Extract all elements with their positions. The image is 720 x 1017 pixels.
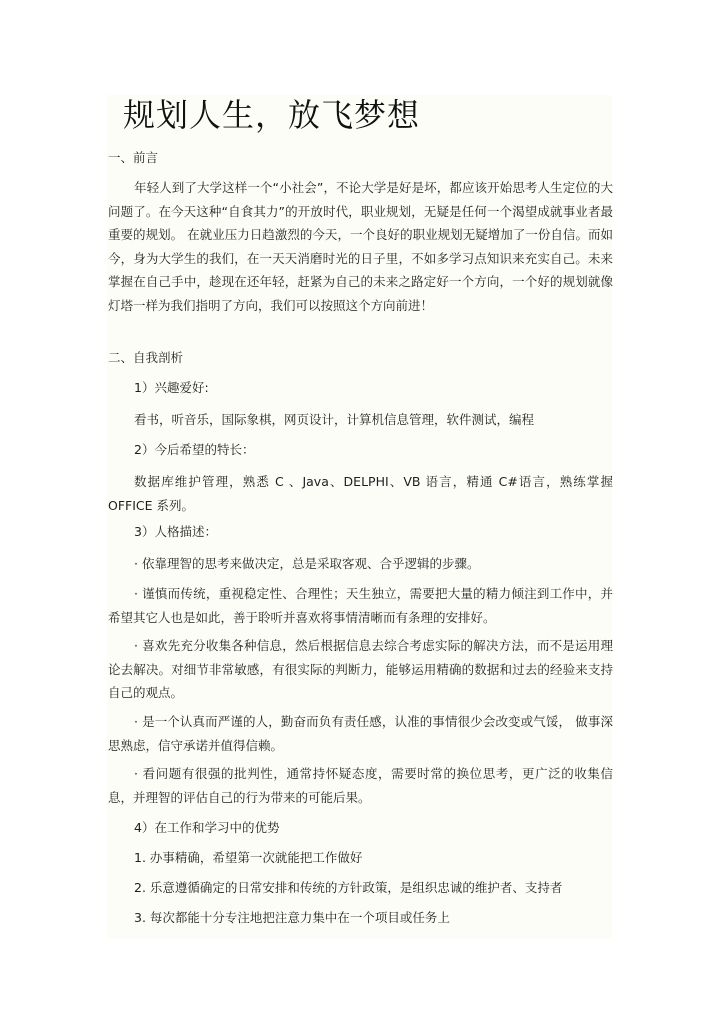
personality-bullet: · 喜欢先充分收集各种信息，然后根据信息去综合考虑实际的解决方法，而不是运用理论去解决。对细节非常敏感，有很实际的判断力，能够运用精确的数据和过去的经验来支持自己的观点。 — [108, 638, 613, 700]
subsection-heading-interests: 1）兴趣爱好: — [134, 380, 209, 395]
document-title: 规划人生，放飞梦想 — [123, 96, 421, 134]
skills-text: 数据库维护管理，熟悉 C 、Java、DELPHI、VB 语言，精通 C#语言，熟练掌握 OFFICE 系列。 — [108, 474, 613, 513]
personality-bullet: · 依靠理智的思考来做决定，总是采取客观、合乎逻辑的步骤。 — [134, 556, 480, 571]
personality-bullet: · 看问题有很强的批判性，通常持怀疑态度，需要时常的换位思考，更广泛的收集信息，并理智的评估自己的行为带来的可能后果。 — [108, 766, 613, 805]
subsection-heading-strengths: 4）在工作和学习中的优势 — [134, 820, 280, 835]
subsection-heading-personality: 3）人格描述： — [134, 524, 217, 539]
section-heading-self-analysis: 二、自我剖析 — [108, 350, 184, 365]
personality-bullet: · 是一个认真而严谨的人，勤奋而负有责任感，认准的事情很少会改变或气馁， 做事深思熟虑，信守承诺并值得信赖。 — [108, 714, 613, 753]
interests-text: 看书，听音乐，国际象棋，网页设计，计算机信息管理，软件测试，编程 — [134, 412, 535, 427]
subsection-heading-skills: 2）今后希望的特长： — [134, 442, 255, 457]
preface-paragraph: 年轻人到了大学这样一个“小社会”，不论大学是好是坏，都应该开始思考人生定位的大问题了。在今天这种“自食其力”的开放时代，职业规划，无疑是任何一个渴望成就事业者最重要的规划。 在就业压力日趋激烈的今天，一个良好的职业规划无疑增加了一份自信。而如今，身为大学生的我们，在一天天消磨时光的日子里，不如多学习点知识来充实自己。未来掌握在自己手中，趁现在还年轻，赶紧为自己的未来之路定好一个方向，一个好的规划就像灯塔一样为我们指明了方向，我们可以按照这个方向前进！ — [108, 180, 613, 313]
strength-item: 1. 办事精确，希望第一次就能把工作做好 — [134, 850, 363, 865]
strength-item: 3. 每次都能十分专注地把注意力集中在一个项目或任务上 — [134, 910, 450, 925]
personality-bullet: · 谨慎而传统，重视稳定性、合理性；天生独立，需要把大量的精力倾注到工作中，并希望其它人也是如此，善于聆听并喜欢将事情清晰而有条理的安排好。 — [108, 586, 613, 625]
strength-item: 2. 乐意遵循确定的日常安排和传统的方针政策，是组织忠诚的维护者、支持者 — [134, 880, 563, 895]
section-heading-preface: 一、前言 — [108, 150, 159, 165]
